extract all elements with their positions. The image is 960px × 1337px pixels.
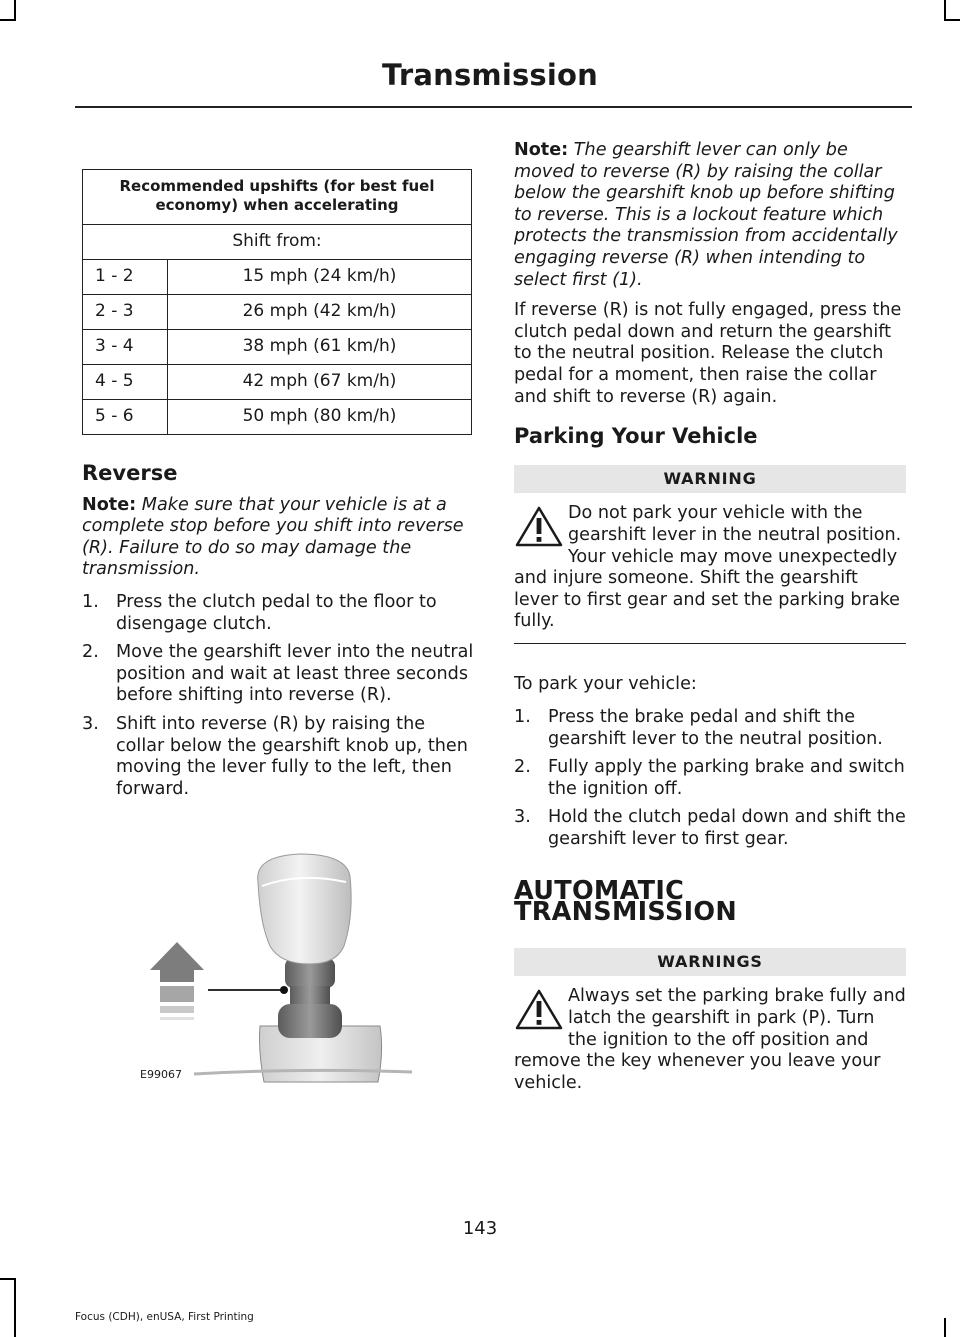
table-cell-speed: 26 mph (42 km/h) bbox=[168, 295, 472, 330]
table-cell-gear: 2 - 3 bbox=[83, 295, 168, 330]
step-number: 3. bbox=[514, 807, 531, 828]
step-text: Shift into reverse (R) by raising the collar below the gearshift knob up, then moving the lever fully to the left, then forward. bbox=[116, 713, 468, 799]
right-column bbox=[514, 140, 906, 1094]
gearshift-illustration bbox=[150, 846, 414, 1086]
table-cell-gear: 5 - 6 bbox=[83, 400, 168, 435]
lockout-note bbox=[514, 140, 906, 291]
step-text: Move the gearshift lever into the neutral position and wait at least three seconds before shifting into reverse (R). bbox=[116, 642, 474, 706]
warning-text: Always set the parking brake fully and latch the gearshift in park (P). Turn the ignition to the off position and remove the key whenever you leave your vehicle. bbox=[514, 986, 906, 1093]
table-subheading: Shift from: bbox=[83, 225, 472, 260]
step-number: 1. bbox=[82, 591, 99, 612]
table-row bbox=[83, 260, 472, 295]
crop-mark bbox=[0, 19, 16, 21]
note-label: Note: bbox=[514, 140, 569, 160]
park-steps bbox=[514, 707, 906, 851]
warning-divider bbox=[514, 643, 906, 645]
step-text: Press the clutch pedal to the floor to disengage clutch. bbox=[116, 591, 437, 634]
step-number: 2. bbox=[514, 757, 531, 778]
warning-triangle-icon bbox=[514, 988, 564, 1032]
warning-triangle-icon bbox=[514, 505, 564, 549]
crop-mark bbox=[944, 0, 946, 20]
note-text: The gearshift lever can only be moved to reverse (R) by raising the collar below the gearshift knob up before shifting to reverse. This is a lockout feature which protects the transmission from accidentally engaging reverse (R) when intending to select first (1). bbox=[514, 140, 898, 290]
list-item bbox=[514, 757, 906, 800]
reverse-heading: Reverse bbox=[82, 461, 178, 485]
crop-mark bbox=[14, 0, 16, 20]
step-text: Hold the clutch pedal down and shift the gearshift lever to first gear. bbox=[548, 807, 906, 849]
reverse-note bbox=[82, 495, 474, 581]
table-cell-speed: 15 mph (24 km/h) bbox=[168, 260, 472, 295]
step-number: 2. bbox=[82, 642, 99, 663]
warning-label: WARNING bbox=[514, 465, 906, 494]
step-text: Press the brake pedal and shift the gearshift lever to the neutral position. bbox=[548, 706, 883, 749]
left-column bbox=[82, 140, 474, 800]
park-intro: To park your vehicle: bbox=[514, 674, 697, 695]
page-title: Transmission bbox=[382, 58, 598, 92]
table-cell-gear: 3 - 4 bbox=[83, 330, 168, 365]
note-text: Make sure that your vehicle is at a complete stop before you shift into reverse (R). Failure to do so may damage the transmission. bbox=[82, 494, 464, 580]
crop-mark bbox=[14, 1278, 16, 1337]
warning-body bbox=[514, 976, 906, 1094]
reverse-tip: If reverse (R) is not fully engaged, press the clutch pedal down and return the gearshift to the neutral position. Release the clutch pedal for a moment, then raise the collar and shift to reverse (R) again. bbox=[514, 300, 902, 407]
reverse-steps bbox=[82, 592, 474, 800]
note-label: Note: bbox=[82, 494, 137, 515]
parking-heading: Parking Your Vehicle bbox=[514, 424, 758, 449]
step-number: 1. bbox=[514, 706, 531, 727]
table-row bbox=[83, 330, 472, 365]
list-item bbox=[514, 807, 906, 850]
gearshift-figure bbox=[140, 846, 414, 1086]
warnings-box bbox=[514, 948, 906, 1095]
table-cell-speed: 50 mph (80 km/h) bbox=[168, 400, 472, 435]
header-divider bbox=[75, 106, 912, 108]
automatic-transmission-heading: AUTOMATIC TRANSMISSION bbox=[514, 875, 738, 928]
list-item bbox=[82, 714, 474, 800]
crop-mark bbox=[944, 1318, 946, 1337]
table-cell-gear: 4 - 5 bbox=[83, 365, 168, 400]
table-cell-speed: 42 mph (67 km/h) bbox=[168, 365, 472, 400]
upshift-table bbox=[82, 169, 472, 435]
figure-code: E99067 bbox=[140, 1068, 182, 1081]
edition-info: Focus (CDH), enUSA, First Printing bbox=[75, 1311, 254, 1323]
list-item bbox=[82, 642, 474, 707]
warnings-label: WARNINGS bbox=[514, 948, 906, 977]
warning-body bbox=[514, 493, 906, 633]
table-cell-speed: 38 mph (61 km/h) bbox=[168, 330, 472, 365]
table-row bbox=[83, 400, 472, 435]
table-row bbox=[83, 295, 472, 330]
warning-text: Do not park your vehicle with the gearshift lever in the neutral position. Your vehicle may move unexpectedly and injure someone. Shift the gearshift lever to first gear and set the parking brake fully. bbox=[514, 503, 902, 632]
step-text: Fully apply the parking brake and switch the ignition off. bbox=[548, 757, 905, 799]
page-number: 143 bbox=[462, 1218, 498, 1239]
warning-box bbox=[514, 465, 906, 645]
list-item bbox=[82, 592, 474, 635]
table-row bbox=[83, 365, 472, 400]
crop-mark bbox=[944, 19, 960, 21]
list-item bbox=[514, 707, 906, 750]
step-number: 3. bbox=[82, 713, 99, 734]
table-heading: Recommended upshifts (for best fuel economy) when accelerating bbox=[83, 170, 472, 225]
table-cell-gear: 1 - 2 bbox=[83, 260, 168, 295]
